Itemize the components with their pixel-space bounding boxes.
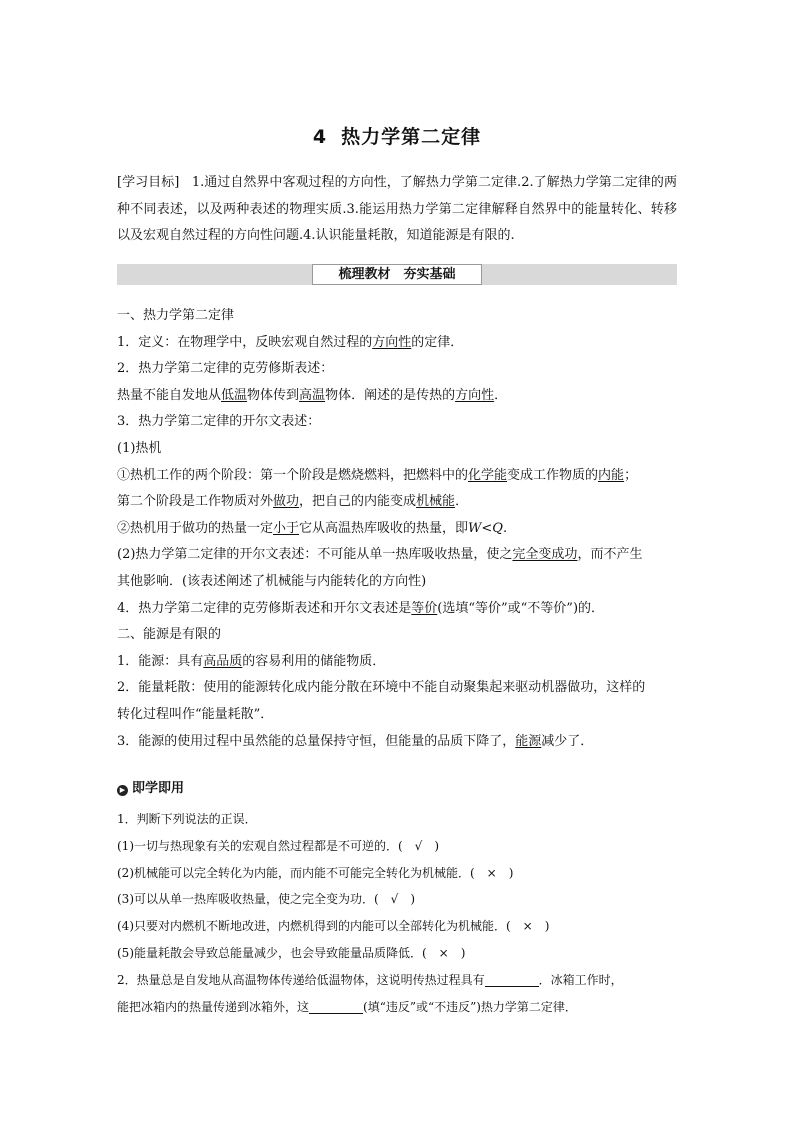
q1-head: 1．判断下列说法的正误． [117, 812, 257, 826]
q1-item: (4)只要对内燃机不断地改进，内燃机得到的内能可以全部转化为机械能．( × ) [117, 919, 550, 934]
s1-circ1-line1: ①热机工作的两个阶段：第一个阶段是燃烧燃料，把燃料中的化学能变成工作物质的内能； [117, 467, 638, 483]
answer-blank [485, 972, 539, 987]
s1-item2-head: 2．热力学第二定律的克劳修斯表述： [117, 361, 334, 377]
section-number: 4 [312, 126, 328, 148]
q1-item: (3)可以从单一热库吸收热量，使之完全变为功．( √ ) [117, 892, 416, 907]
section-banner [117, 264, 677, 285]
s2-item3: 3．能源的使用过程中虽然能的总量保持守恒，但能量的品质下降了，能源减少了． [117, 733, 594, 749]
formula: W<Q [468, 520, 503, 536]
practice-section [117, 806, 677, 1020]
s1-circ2: ②热机用于做功的热量一定小于它从高温热库吸收的热量，即W<Q. [117, 520, 508, 536]
q1-item: (5)能量耗散会导致总能量减少，也会导致能量品质降低．( × ) [117, 945, 466, 960]
s1-circ1-line2: 第二个阶段是工作物质对外做功，把自己的内能变成机械能． [117, 494, 469, 510]
s1-sub1: (1)热机 [117, 440, 162, 456]
page-title [0, 122, 794, 149]
s1-sub2-line1: (2)热力学第二定律的开尔文表述：不可能从单一热库吸收热量，使之完全变成功，而不产生 [117, 547, 643, 563]
objectives-text: 1.通过自然界中客观过程的方向性，了解热力学第二定律.2.了解热力学第二定律的两种不同表述，以及两种表述的物理实质.3.能运用热力学第二定律解释自然界中的能量转化、转移以及宏观自然过程的方向性问题.4.认识能量耗散，知道能源是有限的. [117, 175, 677, 243]
answer-blank [309, 999, 363, 1014]
learning-objectives [117, 170, 677, 250]
section2-heading: 二、能源是有限的 [117, 627, 222, 643]
s1-sub2-line2: 其他影响．(该表述阐述了机械能与内能转化的方向性) [117, 573, 427, 589]
main-content [117, 303, 677, 755]
s1-item1: 1．定义：在物理学中，反映宏观自然过程的方向性的定律． [117, 334, 464, 350]
q2-line1: 2．热量总是自发地从高温物体传递给低温物体，这说明传热过程具有 ．冰箱工作时， [117, 972, 623, 987]
practice-heading: ▶ 即学即用 [117, 777, 184, 796]
banner-label: 梳理教材 夯实基础 [312, 264, 482, 285]
objectives-label: [学习目标] [117, 175, 180, 190]
s2-item1: 1．能源：具有高品质的容易利用的储能物质． [117, 653, 386, 669]
s1-item2-body: 热量不能自发地从低温物体传到高温物体．阐述的是传热的方向性． [117, 387, 508, 403]
s1-item4: 4．热力学第二定律的克劳修斯表述和开尔文表述是等价(选填“等价”或“不等价”)的． [117, 600, 605, 616]
section1-heading: 一、热力学第二定律 [117, 308, 235, 323]
title-text: 热力学第二定律 [341, 126, 482, 148]
s1-item3-head: 3．热力学第二定律的开尔文表述： [117, 414, 321, 430]
q1-item: (1)一切与热现象有关的宏观自然过程都是不可逆的．( √ ) [117, 838, 440, 853]
q2-line2: 能把冰箱内的热量传递到冰箱外，这 (填“违反”或“不违反”)热力学第二定律． [117, 999, 577, 1014]
s2-item2-line2: 转化过程叫作“能量耗散”． [117, 706, 274, 722]
q1-item: (2)机械能可以完全转化为内能，而内能不可能完全转化为机械能．( × ) [117, 865, 514, 880]
play-bullet-icon: ▶ [117, 785, 128, 796]
s2-item2-line1: 2．能量耗散：使用的能源转化成内能分散在环境中不能自动聚集起来驱动机器做功，这样的 [117, 680, 646, 696]
